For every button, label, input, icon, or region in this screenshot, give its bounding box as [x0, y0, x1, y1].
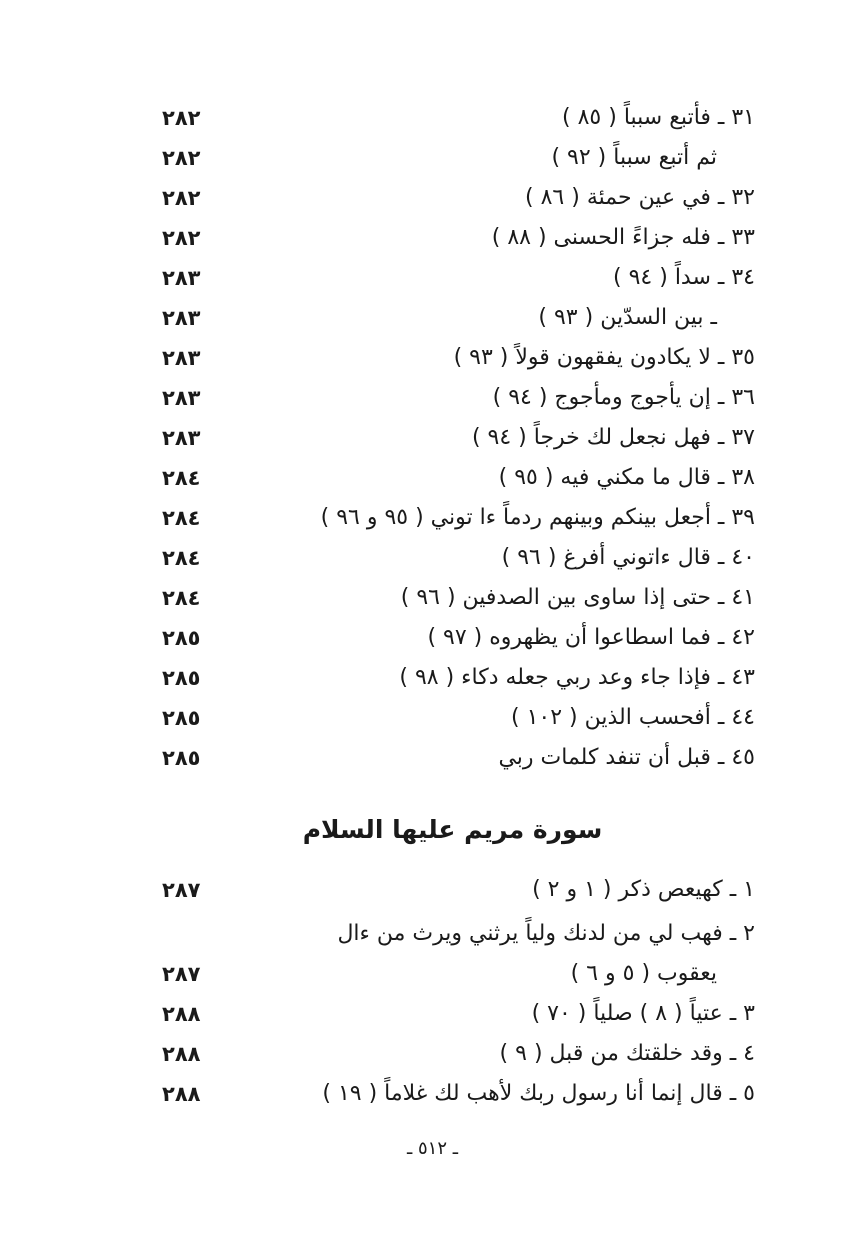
entry-text: ٣٩ ـ أجعل بينكم وبينهم ردماً ءا توني ( ٩٥ و ٩٦ ) [320, 505, 755, 530]
index-entry-2-cont [0, 954, 865, 994]
index-entry-5 [0, 1074, 865, 1114]
entry-text: ٣٤ ـ سداً ( ٩٤ ) [613, 265, 755, 290]
entry-text: ٤١ ـ حتى إذا ساوى بين الصدفين ( ٩٦ ) [400, 585, 755, 610]
entry-text: يعقوب ( ٥ و ٦ ) [570, 961, 717, 986]
entry-page: ٢٨٤ [162, 466, 201, 490]
entry-text: ٤٢ ـ فما اسطاعوا أن يظهروه ( ٩٧ ) [427, 625, 755, 650]
index-entry-38 [0, 458, 865, 498]
index-entry-34 [0, 258, 865, 298]
entry-page: ٢٨٢ [162, 186, 201, 210]
entry-page: ٢٨٤ [162, 586, 201, 610]
index-entry-35 [0, 338, 865, 378]
entry-page: ٢٨٣ [162, 386, 201, 410]
index-entry-31 [0, 98, 865, 138]
entry-page: ٢٨٢ [162, 226, 201, 250]
entry-text: ٣٢ ـ في عين حمئة ( ٨٦ ) [525, 185, 755, 210]
entry-text: ٣٦ ـ إن يأجوج ومأجوج ( ٩٤ ) [492, 385, 755, 410]
entry-text: ٣٧ ـ فهل نجعل لك خرجاً ( ٩٤ ) [471, 425, 755, 450]
index-entry-32 [0, 178, 865, 218]
index-entry-40 [0, 538, 865, 578]
entry-page: ٢٨٤ [162, 506, 201, 530]
entry-page: ٢٨٥ [162, 706, 201, 730]
entry-text: ٤٣ ـ فإذا جاء وعد ربي جعله دكاء ( ٩٨ ) [399, 665, 755, 690]
entry-text: ٤٥ ـ قبل أن تنفد كلمات ربي [498, 745, 755, 770]
entry-text: ٣١ ـ فأتبع سبباً ( ٨٥ ) [562, 105, 755, 130]
page-number: ـ ٥١٢ ـ [406, 1138, 458, 1159]
entry-page: ٢٨٢ [162, 106, 201, 130]
entry-page: ٢٨٢ [162, 146, 201, 170]
entry-text: ٣٨ ـ قال ما مكني فيه ( ٩٥ ) [498, 465, 755, 490]
index-entry-3 [0, 994, 865, 1034]
index-entry-37 [0, 418, 865, 458]
entry-text: ٣٣ ـ فله جزاءً الحسنى ( ٨٨ ) [491, 225, 755, 250]
entry-page: ٢٨٧ [162, 878, 201, 902]
page-number-footer [0, 1134, 865, 1164]
entry-text: ٤٠ ـ قال ءاتوني أفرغ ( ٩٦ ) [501, 545, 755, 570]
index-entry-41 [0, 578, 865, 618]
index-entry-4 [0, 1034, 865, 1074]
index-entry-44 [0, 698, 865, 738]
entry-page: ٢٨٥ [162, 666, 201, 690]
entry-page: ٢٨٣ [162, 426, 201, 450]
entry-text: ـ بين السدّين ( ٩٣ ) [538, 305, 717, 330]
entry-text: ١ ـ كهيعص ذكر ( ١ و ٢ ) [532, 877, 755, 902]
surah-heading [0, 808, 865, 852]
entry-text: ٣٥ ـ لا يكادون يفقهون قولاً ( ٩٣ ) [453, 345, 755, 370]
index-entry-36 [0, 378, 865, 418]
surah-title: سورة مريم عليها السلام [302, 815, 603, 844]
index-entry-1 [0, 870, 865, 910]
index-entry-33 [0, 218, 865, 258]
index-entry-34b [0, 298, 865, 338]
entry-text: ٣ ـ عتياً ( ٨ ) صلياً ( ٧٠ ) [531, 1001, 755, 1026]
index-entry-45 [0, 738, 865, 778]
entry-page: ٢٨٣ [162, 306, 201, 330]
entry-page: ٢٨٥ [162, 746, 201, 770]
entry-page: ٢٨٥ [162, 626, 201, 650]
index-entry-42 [0, 618, 865, 658]
entry-page: ٢٨٧ [162, 962, 201, 986]
entry-text: ٥ ـ قال إنما أنا رسول ربك لأهب لك غلاماً ( ١٩ ) [322, 1081, 755, 1106]
entry-page: ٢٨٣ [162, 266, 201, 290]
index-entry-31b [0, 138, 865, 178]
entry-page: ٢٨٣ [162, 346, 201, 370]
entry-text: ٢ ـ فهب لي من لدنك ولياً يرثني ويرث من ءال [337, 921, 755, 946]
entry-page: ٢٨٨ [162, 1042, 201, 1066]
index-entry-43 [0, 658, 865, 698]
index-entry-2 [0, 914, 865, 954]
entry-text: ثم أتبع سبباً ( ٩٢ ) [551, 145, 717, 170]
entry-page: ٢٨٨ [162, 1082, 201, 1106]
index-entry-39 [0, 498, 865, 538]
entry-page: ٢٨٤ [162, 546, 201, 570]
entry-text: ٤ ـ وقد خلقتك من قبل ( ٩ ) [499, 1041, 755, 1066]
entry-page: ٢٨٨ [162, 1002, 201, 1026]
entry-text: ٤٤ ـ أفحسب الذين ( ١٠٢ ) [511, 705, 755, 730]
